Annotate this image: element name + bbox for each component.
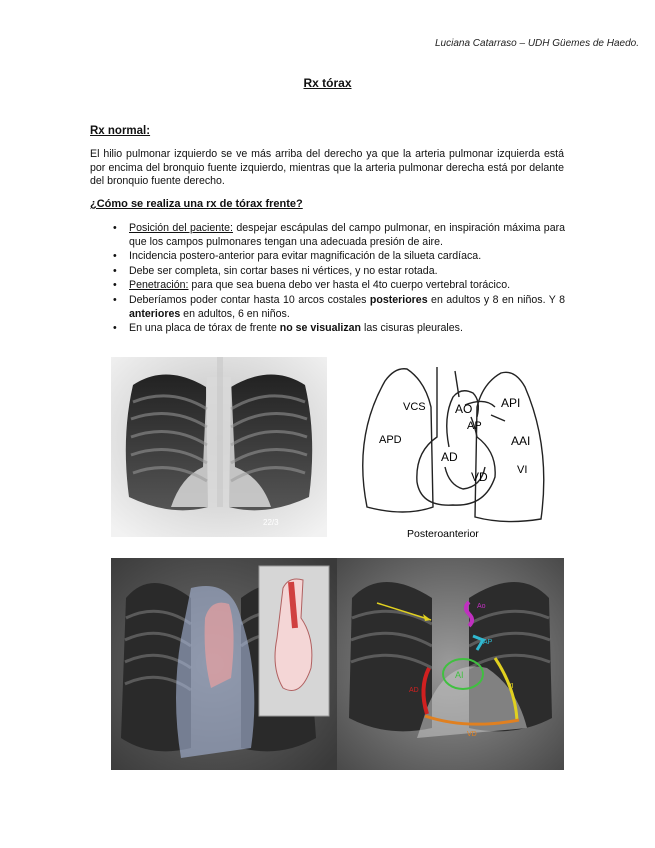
list-item xyxy=(113,250,565,264)
label-ap: AP xyxy=(483,639,493,646)
xray-silhouette-labels-image xyxy=(337,558,564,770)
document-title: Rx tórax xyxy=(303,76,352,90)
list-item xyxy=(113,322,565,336)
label-api: API xyxy=(501,396,521,410)
label-ai: AI xyxy=(455,670,464,680)
chest-xray-image xyxy=(111,357,327,537)
bullet-bold: posteriores xyxy=(369,293,428,306)
label-ao: Ao xyxy=(477,603,486,610)
label-vd: VD xyxy=(471,470,488,484)
xray-labels-graphic xyxy=(337,558,564,770)
label-apd: APD xyxy=(379,434,402,446)
bullet-icon: • xyxy=(113,222,117,234)
diagram-caption: Posteroanterior xyxy=(407,528,479,540)
bullet-icon: • xyxy=(113,279,117,292)
bullet-text: Incidencia postero-anterior para evitar magnificación de la silueta cardíaca. xyxy=(129,250,482,263)
bullet-text: Debe ser completa, sin cortar bases ni vértices, y no estar rotada. xyxy=(129,264,438,277)
bullet-icon: • xyxy=(113,322,117,335)
diagram-graphic xyxy=(345,357,553,541)
bullet-text: En una placa de tórax de frente xyxy=(129,322,280,335)
paragraph-rx-normal: El hilio pulmonar izquierdo se ve más arriba del derecho ya que la arteria pulmonar izquierda está por encima del bronquio fuente izquierdo, mientras que la arteria pulmonar derecha está por delante del bronquio fuente derecho. xyxy=(90,148,564,188)
bullet-list xyxy=(113,222,565,337)
bullet-text: Deberíamos poder contar hasta 10 arcos costales xyxy=(129,293,370,306)
bullet-icon: • xyxy=(113,293,117,306)
label-ad: AD xyxy=(441,450,458,464)
list-item xyxy=(113,265,565,279)
bullet-text: las cisuras pleurales. xyxy=(361,322,463,335)
heart-vessels-diagram xyxy=(345,357,553,541)
label-vcs: VCS xyxy=(403,401,426,413)
label-vi: VI xyxy=(507,683,514,690)
xray-stamp: 22/3 xyxy=(263,518,279,527)
bullet-text: para que sea buena debo ver hasta el 4to cuerpo vertebral torácico. xyxy=(188,279,511,292)
list-item xyxy=(113,279,565,293)
label-ad: AD xyxy=(409,687,419,694)
list-item xyxy=(113,222,565,249)
label-aai: AAI xyxy=(511,434,531,448)
bullet-bold: no se visualizan xyxy=(279,322,362,335)
bullet-text: en adultos y 8 en niños. Y 8 xyxy=(427,293,565,306)
label-vd: VD xyxy=(467,731,477,738)
bullet-label: Posición del paciente: xyxy=(129,222,233,234)
label-ap: AP xyxy=(467,420,482,432)
bullet-text: despejar escápulas del campo pulmonar, en inspiración máxima para que los campos pulmonares tengan una adecuada presión de aire. xyxy=(129,222,566,248)
bullet-icon: • xyxy=(113,250,117,263)
bullet-text: en adultos, 6 en niños. xyxy=(180,307,290,320)
section-heading-como-se-realiza: ¿Cómo se realiza una rx de tórax frente? xyxy=(90,198,303,210)
bullet-bold: anteriores xyxy=(129,307,181,320)
list-item xyxy=(113,294,565,321)
label-vi: VI xyxy=(517,464,528,476)
bullet-icon: • xyxy=(113,264,117,277)
bullet-label: Penetración: xyxy=(129,279,189,292)
xray-overlay-graphic xyxy=(111,558,337,770)
header-author-note: Luciana Catarraso – UDH Güemes de Haedo. xyxy=(435,38,639,49)
xray-heart-overlay-image xyxy=(111,558,337,770)
chest-xray-graphic xyxy=(111,357,327,537)
label-ao: AO xyxy=(455,402,473,416)
section-heading-rx-normal: Rx normal: xyxy=(90,125,151,137)
